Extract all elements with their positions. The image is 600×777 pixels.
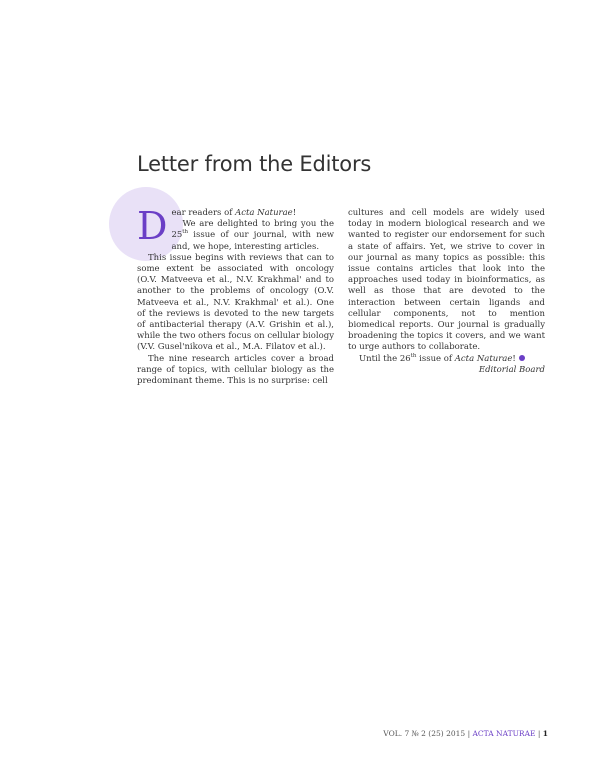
footer-issue: № 2 (25) <box>411 729 444 738</box>
signature: Editorial Board <box>478 364 545 375</box>
footer-divider: | <box>467 729 471 738</box>
closing-punct: ! <box>512 353 516 364</box>
closing-text-mid: issue of <box>419 353 453 364</box>
next-issue-ordinal: th <box>410 352 417 359</box>
page-footer <box>380 729 548 738</box>
closing-text-start: Until the <box>359 353 398 364</box>
end-bullet-icon <box>519 355 525 361</box>
footer-journal: ACTA NATURAE <box>472 729 536 738</box>
greeting-text: ear readers of <box>171 208 233 218</box>
issue-ordinal: th <box>182 229 189 236</box>
paragraph-closing <box>348 354 545 365</box>
footer-volume: VOL. 7 <box>383 729 410 738</box>
page-title: Letter from the Editors <box>137 152 372 176</box>
journal-name: Acta Naturae <box>454 353 513 364</box>
paragraph-cell-cultures: cultures and cell models are widely used today in modern biological research and we wanted to register our endorsement for such a state of affairs. Yet, we strive to cover in our journal as many topics as possible: this issue contains articles that look into the approaches used today in bioinformatics, as well as those that are devoted to the interaction between certain ligands and cellular components, not to mention biomedical reports. Our journal is gradually broadening the topics it covers, and we want to urge authors to collaborate. <box>348 208 545 353</box>
paragraph-research: The nine research articles cover a broad range of topics, with cellular biology as the predominant theme. This is no surprise: cell <box>137 353 334 387</box>
footer-year: 2015 <box>446 729 466 738</box>
letter-column-right <box>348 208 545 376</box>
next-issue-number: 26 <box>399 353 411 364</box>
journal-name: Acta Naturae <box>235 208 293 218</box>
letter-column-left <box>137 204 335 387</box>
footer-divider: | <box>537 729 541 738</box>
issue-number: 25 <box>171 230 183 241</box>
intro-text-start: We are delighted to bring you the <box>182 219 334 230</box>
paragraph-reviews: This issue begins with reviews that can to some extent be associated with oncology (O.V. Matveeva et al., N.V. Krakhmal' and to another to the problems of oncology (O.V. Matveeva et al., N.V. Krakhmal' et al.). One of the reviews is devoted to the new targets of antibacterial therapy (A.V. Grishin et al.), while the two others focus on cellular biology (V.V. Gusel'nikova et al., M.A. Filatov et al.). <box>137 252 334 353</box>
greeting-punct: ! <box>292 208 297 218</box>
dropcap-letter: D <box>137 204 168 248</box>
intro-text-end: issue of our journal, with new and, we hope, interesting articles. <box>171 230 335 252</box>
page-number: 1 <box>542 729 548 738</box>
